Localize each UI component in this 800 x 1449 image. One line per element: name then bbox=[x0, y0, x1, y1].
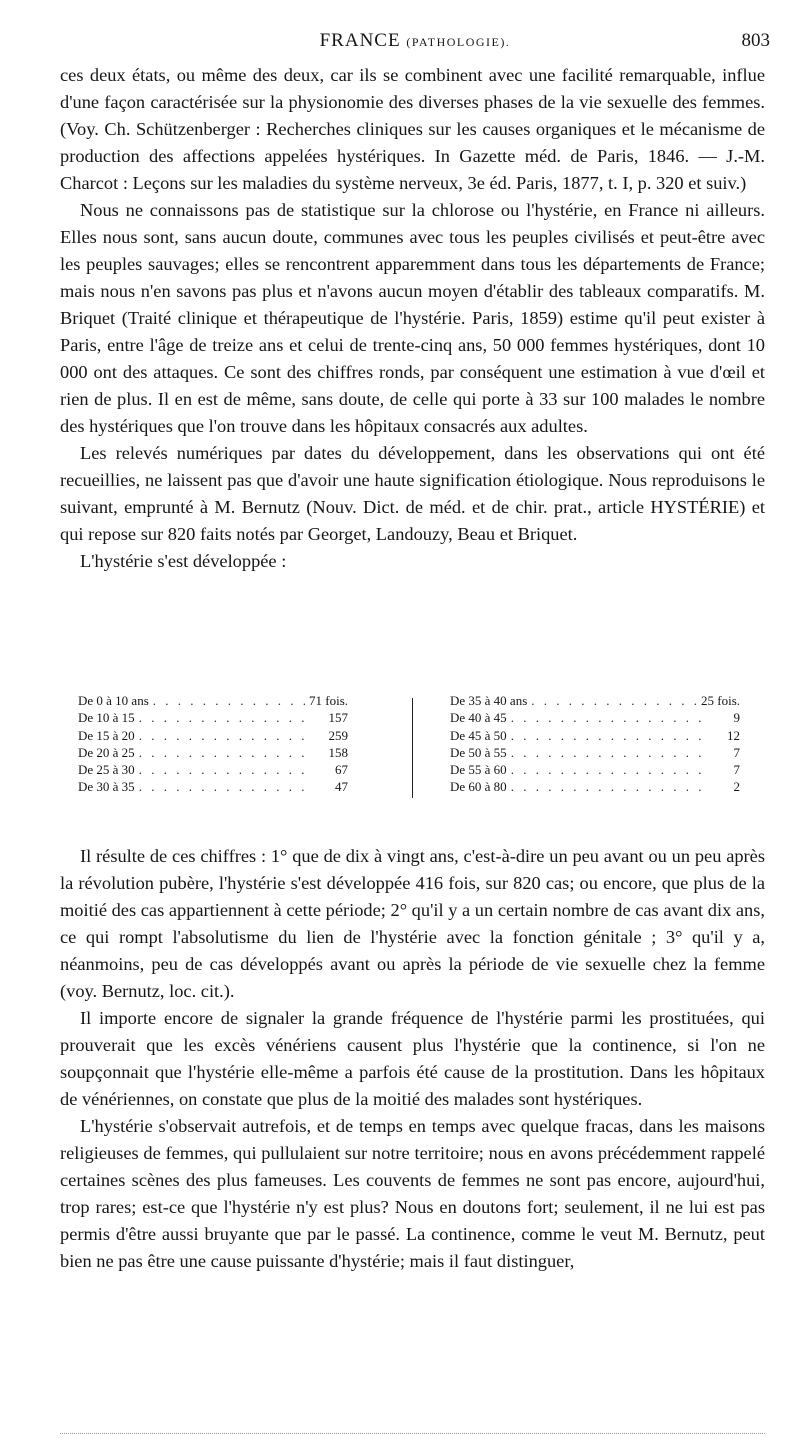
table-row bbox=[450, 709, 740, 726]
paragraph: ces deux états, ou même des deux, car ils se combinent avec une facilité remarquable, influe d'une façon caractérisée sur la physionomie des diverses phases de la vie sexuelle des femmes. (Voy. Ch. Schützenberger : Recherches cliniques sur les causes organiques et le mécanisme de production des affections appelées hystériques. In Gazette méd. de Paris, 1846. — J.-M. Charcot : Leçons sur les maladies du système nerveux, 3e éd. Paris, 1877, t. I, p. 320 et suiv.) bbox=[60, 65, 765, 193]
footer-dotted-rule bbox=[60, 1433, 765, 1434]
age-range: De 0 à 10 ans bbox=[78, 693, 149, 708]
case-count: 25 fois. bbox=[701, 693, 740, 708]
table-row bbox=[450, 692, 740, 709]
age-range: De 40 à 45 bbox=[450, 710, 507, 726]
table-row bbox=[450, 727, 740, 744]
running-title bbox=[60, 30, 770, 52]
age-range: De 35 à 40 ans bbox=[450, 693, 528, 708]
running-title-main: FRANCE bbox=[319, 30, 401, 51]
table-column-left bbox=[78, 692, 348, 796]
table-row bbox=[450, 761, 740, 778]
leader-dots bbox=[511, 727, 702, 744]
leader-dots bbox=[139, 744, 310, 761]
leader-dots bbox=[139, 709, 310, 726]
age-range: De 10 à 15 bbox=[78, 710, 135, 726]
age-range: De 25 à 30 bbox=[78, 762, 135, 778]
leader-dots bbox=[153, 692, 305, 709]
case-count: 7 bbox=[733, 762, 740, 778]
leader-dots bbox=[511, 744, 702, 761]
age-range: De 55 à 60 bbox=[450, 762, 507, 778]
table-row bbox=[78, 778, 348, 795]
table-row bbox=[450, 778, 740, 795]
case-count: 158 bbox=[328, 744, 348, 760]
paragraph: Il résulte de ces chiffres : 1° que de dix à vingt ans, c'est-à-dire un peu avant ou un peu après la révolution pubère, l'hystérie s'est développée 416 fois, sur 820 cas; ou encore, que plus de la moitié des cas appartiennent à cette période; 2° qu'il y a un certain nombre de cas avant dix ans, ce qui rompt l'absolutisme du lien de l'hystérie avec la fonction génitale ; 3° qu'il y a, néanmoins, peu de cas développés avant ou après la période de vie sexuelle chez la femme (voy. Bernutz, loc. cit.). bbox=[60, 846, 765, 1001]
paragraph: Il importe encore de signaler la grande fréquence de l'hystérie parmi les prostituées, qui prouverait que les excès vénériens causent plus l'hystérie que la continence, si l'on ne soupçonnait que l'hystérie elle-même a parfois été cause de la prostitution. Dans les hôpitaux de vénériennes, on constate que plus de la moitié des malades sont hystériques. bbox=[60, 1008, 765, 1109]
case-count: 12 bbox=[727, 727, 740, 743]
case-count: 67 bbox=[335, 762, 348, 778]
leader-dots bbox=[139, 761, 310, 778]
case-count: 259 bbox=[328, 727, 348, 743]
body-text-top bbox=[60, 62, 765, 575]
paragraph: Les relevés numériques par dates du développement, dans les observations qui ont été recueillies, ne laissent pas que d'avoir une haute signification étiologique. Nous reproduisons le suivant, emprunté à M. Bernutz (Nouv. Dict. de méd. et de chir. prat., article HYSTÉRIE) et qui repose sur 820 faits notés par Georget, Landouzy, Beau et Briquet. bbox=[60, 443, 765, 544]
running-title-sub: (PATHOLOGIE). bbox=[406, 35, 511, 49]
leader-dots bbox=[511, 761, 702, 778]
case-count: 157 bbox=[328, 710, 348, 726]
page-header bbox=[60, 30, 770, 56]
table-row bbox=[78, 727, 348, 744]
paragraph: Nous ne connaissons pas de statistique sur la chlorose ou l'hystérie, en France ni ailleurs. Elles nous sont, sans aucun doute, communes avec tous les peuples civilisés et peut-être avec les peuples sauvages; elles se rencontrent apparemment dans tous les départements de France; mais nous n'en savons pas plus et n'avons aucun moyen d'établir des tableaux comparatifs. M. Briquet (Traité clinique et thérapeutique de l'hystérie. Paris, 1859) estime qu'il peut exister à Paris, entre l'âge de treize ans et celui de trente-cinq ans, 50 000 femmes hystériques, dont 10 000 ont des attaques. Ce sont des chiffres ronds, par conséquent une estimation à vue d'œil et rien de plus. Il en est de même, sans doute, de celle qui porte à 33 sur 100 malades le nombre des hystériques que l'on trouve dans les hôpitaux consacrés aux adultes. bbox=[60, 200, 765, 436]
case-count: 7 bbox=[733, 744, 740, 760]
age-range: De 15 à 20 bbox=[78, 727, 135, 743]
table-row bbox=[78, 709, 348, 726]
leader-dots bbox=[531, 692, 697, 709]
case-count: 71 fois. bbox=[309, 693, 348, 708]
body-text-bottom bbox=[60, 843, 765, 1275]
case-count: 47 bbox=[335, 779, 348, 795]
leader-dots bbox=[511, 709, 702, 726]
age-statistics-table bbox=[78, 692, 738, 798]
age-range: De 30 à 35 bbox=[78, 779, 135, 795]
page-number: 803 bbox=[741, 30, 770, 51]
paragraph: L'hystérie s'observait autrefois, et de temps en temps avec quelque fracas, dans les maisons religieuses de femmes, qui pullulaient sur notre territoire; nous en avons précédemment rappelé certaines scènes des plus fameuses. Les couvents de femmes ne sont pas encore, aujourd'hui, trop rares; est-ce que l'hystérie n'y est plus? Nous en doutons fort; seulement, il ne lui est pas permis d'être aussi bruyante que par le passé. La continence, comme le veut M. Bernutz, peut bien ne pas être une cause puissante d'hystérie; mais il faut distinguer, bbox=[60, 1116, 765, 1271]
table-intro: L'hystérie s'est développée : bbox=[80, 551, 287, 571]
table-row bbox=[78, 761, 348, 778]
case-count: 9 bbox=[733, 710, 740, 726]
age-range: De 50 à 55 bbox=[450, 744, 507, 760]
age-range: De 60 à 80 bbox=[450, 779, 507, 795]
table-column-right bbox=[450, 692, 740, 796]
leader-dots bbox=[139, 727, 310, 744]
table-row bbox=[78, 744, 348, 761]
case-count: 2 bbox=[733, 779, 740, 795]
age-range: De 45 à 50 bbox=[450, 727, 507, 743]
table-row bbox=[450, 744, 740, 761]
table-divider bbox=[412, 698, 413, 798]
leader-dots bbox=[511, 778, 702, 795]
table-row bbox=[78, 692, 348, 709]
leader-dots bbox=[139, 778, 310, 795]
age-range: De 20 à 25 bbox=[78, 744, 135, 760]
